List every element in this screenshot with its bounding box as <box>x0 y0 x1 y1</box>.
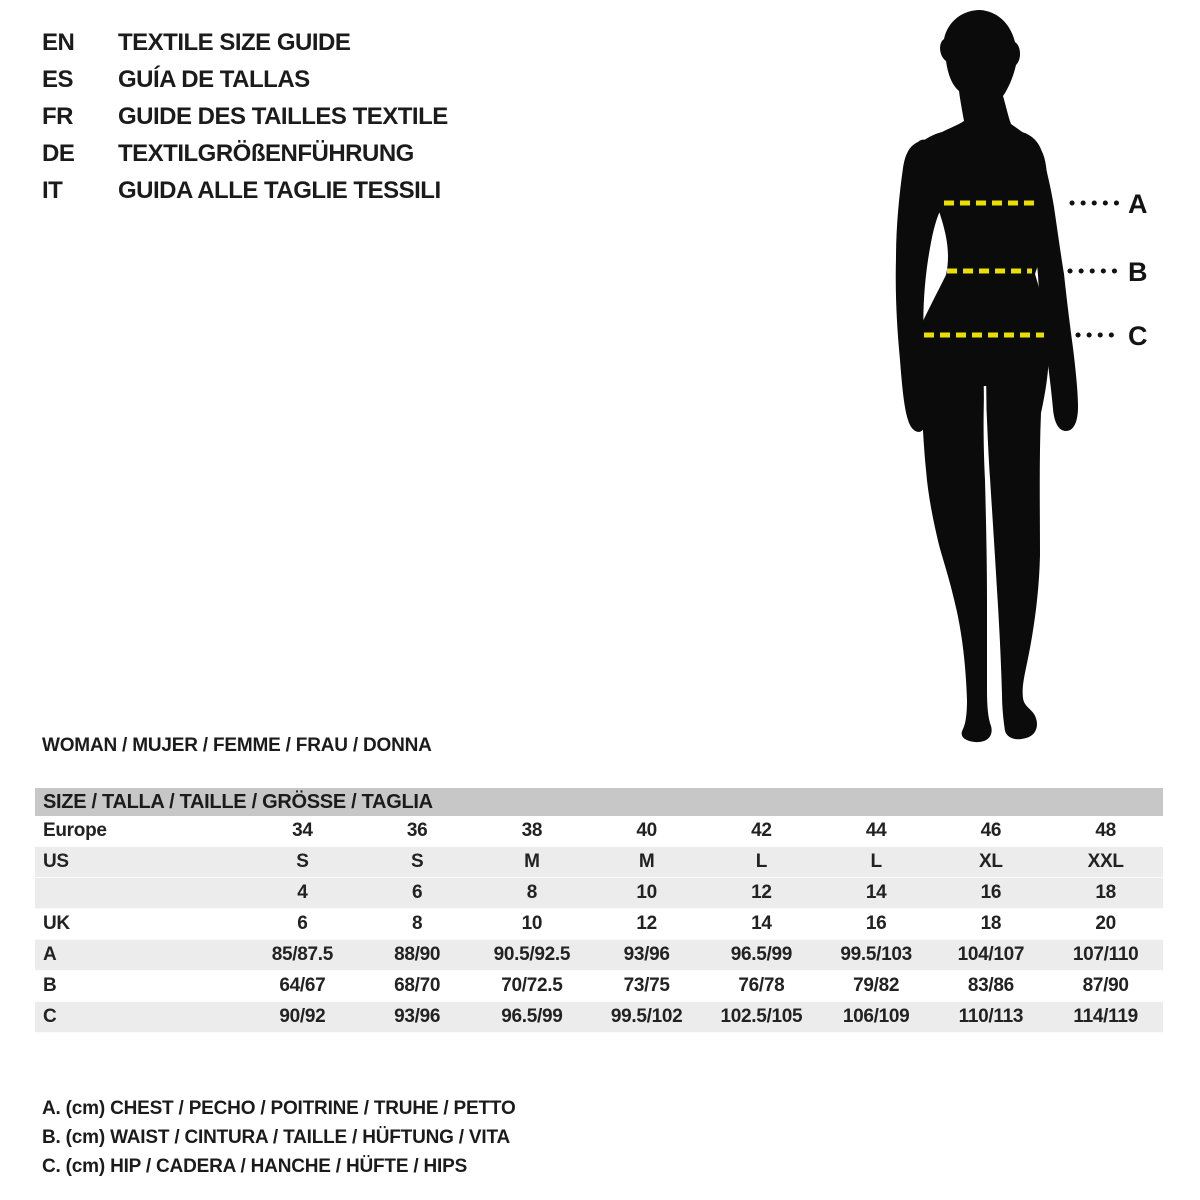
size-value: 4 <box>297 882 308 903</box>
guide-title: GUIDA ALLE TAGLIE TESSILI <box>118 177 441 204</box>
waist-marker-label: B <box>1128 257 1148 287</box>
row-label: UK <box>43 913 70 934</box>
size-value: 44 <box>865 820 887 841</box>
size-value: 87/90 <box>1082 975 1129 996</box>
row-label: US <box>43 851 69 872</box>
lang-code: ES <box>42 66 74 93</box>
size-value: 99.5/102 <box>610 1006 683 1027</box>
size-value: 106/109 <box>842 1006 910 1027</box>
size-value: 48 <box>1095 820 1116 841</box>
size-value: 8 <box>411 913 423 934</box>
guide-title: GUÍA DE TALLAS <box>118 66 310 93</box>
size-value: 114/119 <box>1073 1006 1138 1027</box>
size-value: XL <box>979 851 1003 872</box>
size-value: 76/78 <box>738 975 785 996</box>
size-value: S <box>296 851 309 872</box>
hip-marker-label: C <box>1128 321 1148 351</box>
lang-code: EN <box>42 29 75 56</box>
size-value: L <box>755 851 768 872</box>
size-value: 83/86 <box>967 975 1014 996</box>
size-value: 70/72.5 <box>501 975 563 996</box>
size-value: 88/90 <box>394 944 441 965</box>
lang-code: DE <box>42 140 75 167</box>
size-value: 99.5/103 <box>840 944 912 965</box>
size-value: 12 <box>751 882 772 903</box>
size-value: 93/96 <box>623 944 670 965</box>
size-value: 46 <box>980 820 1002 841</box>
size-value: 107/110 <box>1072 944 1139 965</box>
size-value: 73/75 <box>623 975 670 996</box>
size-value: 10 <box>636 882 657 903</box>
woman-silhouette <box>915 10 1052 742</box>
size-table-body <box>35 816 1163 1033</box>
size-value: 90.5/92.5 <box>493 944 571 965</box>
row-label: B <box>43 975 57 996</box>
size-value: 12 <box>636 913 657 934</box>
table-row <box>35 909 1163 940</box>
size-value: 18 <box>980 913 1002 934</box>
lang-code: FR <box>42 103 73 130</box>
size-value: 6 <box>297 913 308 934</box>
lang-code: IT <box>42 177 63 204</box>
size-value: 16 <box>980 882 1002 903</box>
size-value: 20 <box>1095 913 1116 934</box>
size-value: 18 <box>1095 882 1116 903</box>
size-value: 93/96 <box>394 1006 441 1027</box>
size-value: 38 <box>521 820 543 841</box>
size-value: 96.5/99 <box>501 1006 563 1027</box>
size-value: 42 <box>751 820 772 841</box>
size-value: 40 <box>636 820 657 841</box>
size-value: 68/70 <box>394 975 441 996</box>
table-row <box>35 847 1163 878</box>
size-value: 34 <box>292 820 313 841</box>
size-value: 96.5/99 <box>730 944 793 965</box>
size-value: 79/82 <box>853 975 900 996</box>
size-value: M <box>524 851 540 872</box>
size-value: 90/92 <box>279 1006 326 1027</box>
size-value: 10 <box>521 913 543 934</box>
measurement-legend <box>42 1094 516 1181</box>
guide-title: TEXTILGRÖßENFÜHRUNG <box>118 140 414 167</box>
size-value: 16 <box>865 913 887 934</box>
size-value: M <box>638 851 655 872</box>
table-row <box>35 878 1163 909</box>
legend-chest: A. (cm) CHEST / PECHO / POITRINE / TRUHE / PETTO <box>42 1098 516 1119</box>
size-value: L <box>870 851 882 872</box>
row-label: Europe <box>43 820 107 841</box>
table-row <box>35 1002 1163 1033</box>
size-value: 36 <box>406 820 428 841</box>
size-value: 85/87.5 <box>271 944 334 965</box>
leg-separation-line <box>985 386 986 434</box>
size-value: 8 <box>526 882 538 903</box>
woman-silhouette-figure <box>880 0 1200 760</box>
table-row <box>35 971 1163 1002</box>
table-row <box>35 940 1163 971</box>
size-table <box>35 788 1163 1033</box>
guide-title: TEXTILE SIZE GUIDE <box>118 29 351 56</box>
size-value: 64/67 <box>279 975 326 996</box>
language-title-list <box>42 24 448 209</box>
row-label: C <box>43 1006 57 1027</box>
legend-waist: B. (cm) WAIST / CINTURA / TAILLE / HÜFTUNG / VITA <box>42 1127 510 1148</box>
size-value: XXL <box>1087 851 1124 872</box>
size-value: 110/113 <box>958 1006 1024 1027</box>
size-table-header: SIZE / TALLA / TAILLE / GRÖSSE / TAGLIA <box>35 788 1163 816</box>
size-value: 6 <box>411 882 423 903</box>
size-value: 14 <box>865 882 887 903</box>
chest-marker-label: A <box>1128 189 1148 219</box>
legend-hip: C. (cm) HIP / CADERA / HANCHE / HÜFTE / HIPS <box>42 1156 468 1177</box>
size-value: 104/107 <box>957 944 1025 965</box>
size-value: S <box>410 851 424 872</box>
row-label: A <box>43 944 57 965</box>
size-value: 102.5/105 <box>720 1006 803 1027</box>
table-row <box>35 816 1163 847</box>
guide-title: GUIDE DES TAILLES TEXTILE <box>118 103 448 130</box>
size-value: 14 <box>751 913 772 934</box>
gender-heading: WOMAN / MUJER / FEMME / FRAU / DONNA <box>42 735 432 756</box>
